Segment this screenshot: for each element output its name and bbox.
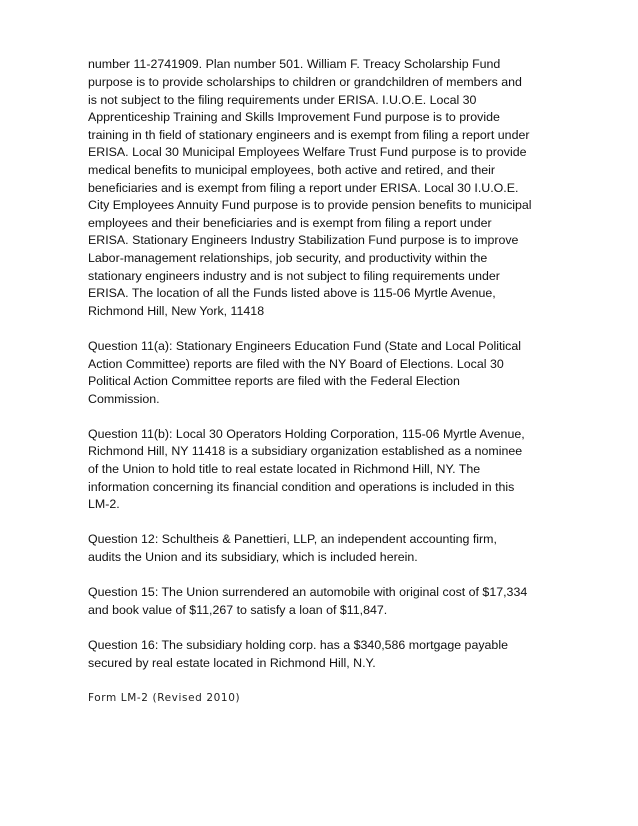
text-line: employees and their beneficiaries and is exempt from filing a report under <box>88 215 492 230</box>
text-line: Political Action Committee reports are filed with the Federal Election <box>88 374 460 389</box>
document-body <box>88 57 558 690</box>
text-line: Apprenticeship Training and Skills Improvement Fund purpose is to provide <box>88 110 500 125</box>
text-line: audits the Union and its subsidiary, which is included herein. <box>88 550 418 565</box>
text-line: LM-2. <box>88 497 120 512</box>
text-line: Question 12: Schultheis & Panettieri, LLP, an independent accounting firm, <box>88 532 497 547</box>
text-line: training in th field of stationary engineers and is exempt from filing a report under <box>88 127 530 142</box>
form-footer: Form LM-2 (Revised 2010) <box>88 692 241 704</box>
text-line: Action Committee) reports are filed with the NY Board of Elections. Local 30 <box>88 356 504 371</box>
text-line: Question 11(b): Local 30 Operators Holding Corporation, 115-06 Myrtle Avenue, <box>88 426 525 441</box>
clipped-first-line: number 11-2741909. Plan number 501. William F. Treacy Scholarship Fund <box>88 57 501 71</box>
text-line: medical benefits to municipal employees, both active and retired, and their <box>88 162 496 177</box>
text-line: ERISA. Local 30 Municipal Employees Welfare Trust Fund purpose is to provide <box>88 145 527 160</box>
text-line: ERISA. The location of all the Funds listed above is 115-06 Myrtle Avenue, <box>88 286 496 301</box>
text-line: and book value of $11,267 to satisfy a loan of $11,847. <box>88 602 388 617</box>
text-line: Labor-management relationships, job security, and productivity within the <box>88 250 488 265</box>
text-line: Question 16: The subsidiary holding corp. has a $340,586 mortgage payable <box>88 638 508 652</box>
text-line: beneficiaries and is exempt from filing a report under ERISA. Local 30 I.U.O.E. <box>88 180 519 195</box>
text-line: is not subject to the filing requirements under ERISA. I.U.O.E. Local 30 <box>88 92 477 107</box>
text-line: secured by real estate located in Richmond Hill, N.Y. <box>88 655 376 670</box>
paragraph-funds <box>88 57 558 320</box>
text-line: City Employees Annuity Fund purpose is to provide pension benefits to municipal <box>88 198 532 213</box>
paragraph-question-12 <box>88 531 558 566</box>
text-line: Richmond Hill, NY 11418 is a subsidiary organization established as a nominee <box>88 444 523 459</box>
paragraph-question-16 <box>88 637 558 672</box>
text-line: Question 15: The Union surrendered an automobile with original cost of $17,334 <box>88 585 528 600</box>
text-line: purpose is to provide scholarships to children or grandchildren of members and <box>88 75 522 89</box>
text-line: ERISA. Stationary Engineers Industry Stabilization Fund purpose is to improve <box>88 233 519 248</box>
paragraph-question-11b <box>88 426 558 514</box>
text-line: of the Union to hold title to real estate located in Richmond Hill, NY. The <box>88 462 481 477</box>
paragraph-question-15 <box>88 584 558 619</box>
text-line: information concerning its financial condition and operations is included in this <box>88 479 515 494</box>
text-line: Commission. <box>88 391 160 406</box>
text-line: Richmond Hill, New York, 11418 <box>88 303 265 318</box>
text-line: stationary engineers industry and is not subject to filing requirements under <box>88 268 500 283</box>
text-line: Question 11(a): Stationary Engineers Education Fund (State and Local Political <box>88 338 522 353</box>
paragraph-question-11a <box>88 338 558 408</box>
